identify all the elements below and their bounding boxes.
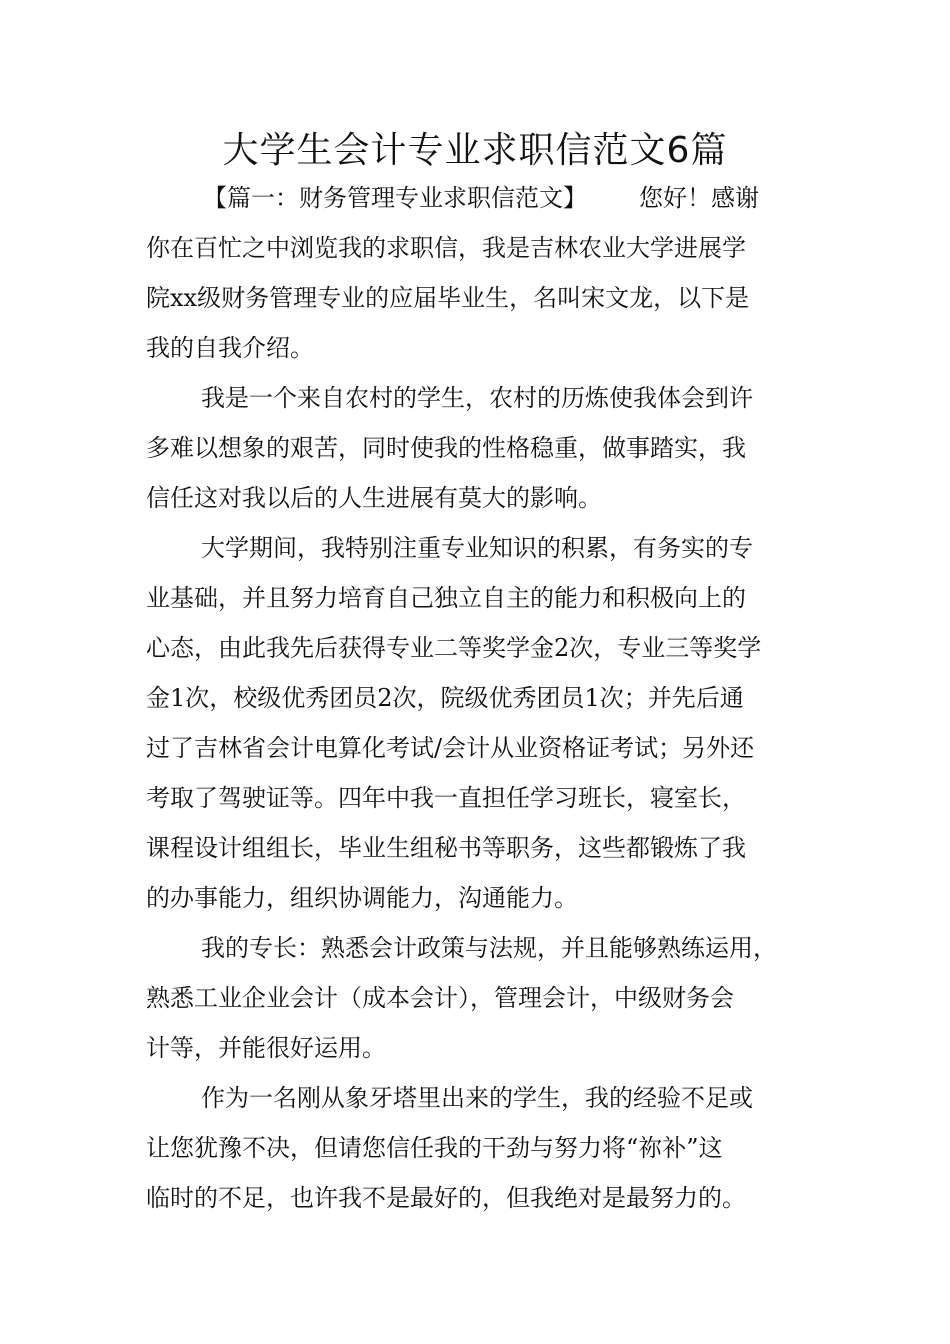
paragraph-line: 计等，并能很好运用。 [146,1034,386,1062]
paragraph-line: 临时的不足，也许我不是最好的，但我绝对是最努力的。 [146,1184,746,1212]
paragraph-line: 让您犹豫不决，但请您信任我的干劲与努力将“祢补”这 [146,1134,723,1162]
greeting-text: 您好！感谢 [639,184,759,212]
paragraph-line: 课程设计组组长，毕业生组秘书等职务，这些都锻炼了我 [146,834,746,862]
section-heading: 【篇一：财务管理专业求职信范文】 [203,184,587,212]
document-title: 大学生会计专业求职信范文6篇 [222,130,728,171]
paragraph-line: 大学期间，我特别注重专业知识的积累，有务实的专 [201,534,753,562]
paragraph-line: 考取了驾驶证等。四年中我一直担任学习班长，寝室长， [146,784,746,812]
paragraph-line: 作为一名刚从象牙塔里出来的学生，我的经验不足或 [201,1084,753,1112]
paragraph-line: 我的自我介绍。 [146,334,314,362]
paragraph-line: 过了吉林省会计电算化考试/会计从业资格证考试；另外还 [146,734,755,762]
paragraph-line: 院xx级财务管理专业的应届毕业生，名叫宋文龙，以下是 [146,284,750,312]
paragraph-line: 我是一个来自农村的学生，农村的历炼使我体会到许 [201,384,753,412]
paragraph-line: 我的专长：熟悉会计政策与法规，并且能够熟练运用， [201,934,777,962]
document-body [146,173,808,1223]
paragraph-line: 信任这对我以后的人生进展有莫大的影响。 [146,484,602,512]
paragraph-line: 的办事能力，组织协调能力，沟通能力。 [146,884,578,912]
paragraph-line: 业基础，并且努力培育自己独立自主的能力和积极向上的 [146,584,746,612]
paragraph-line: 熟悉工业企业会计（成本会计），管理会计，中级财务会 [146,984,734,1012]
paragraph-line: 多难以想象的艰苦，同时使我的性格稳重，做事踏实，我 [146,434,746,462]
paragraph-line: 心态，由此我先后获得专业二等奖学金2次，专业三等奖学 [146,634,762,662]
paragraph-line: 你在百忙之中浏览我的求职信，我是吉林农业大学进展学 [146,234,746,262]
paragraph-line: 金1次，校级优秀团员2次，院级优秀团员1次；并先后通 [146,684,744,712]
section-heading-line [146,173,808,223]
